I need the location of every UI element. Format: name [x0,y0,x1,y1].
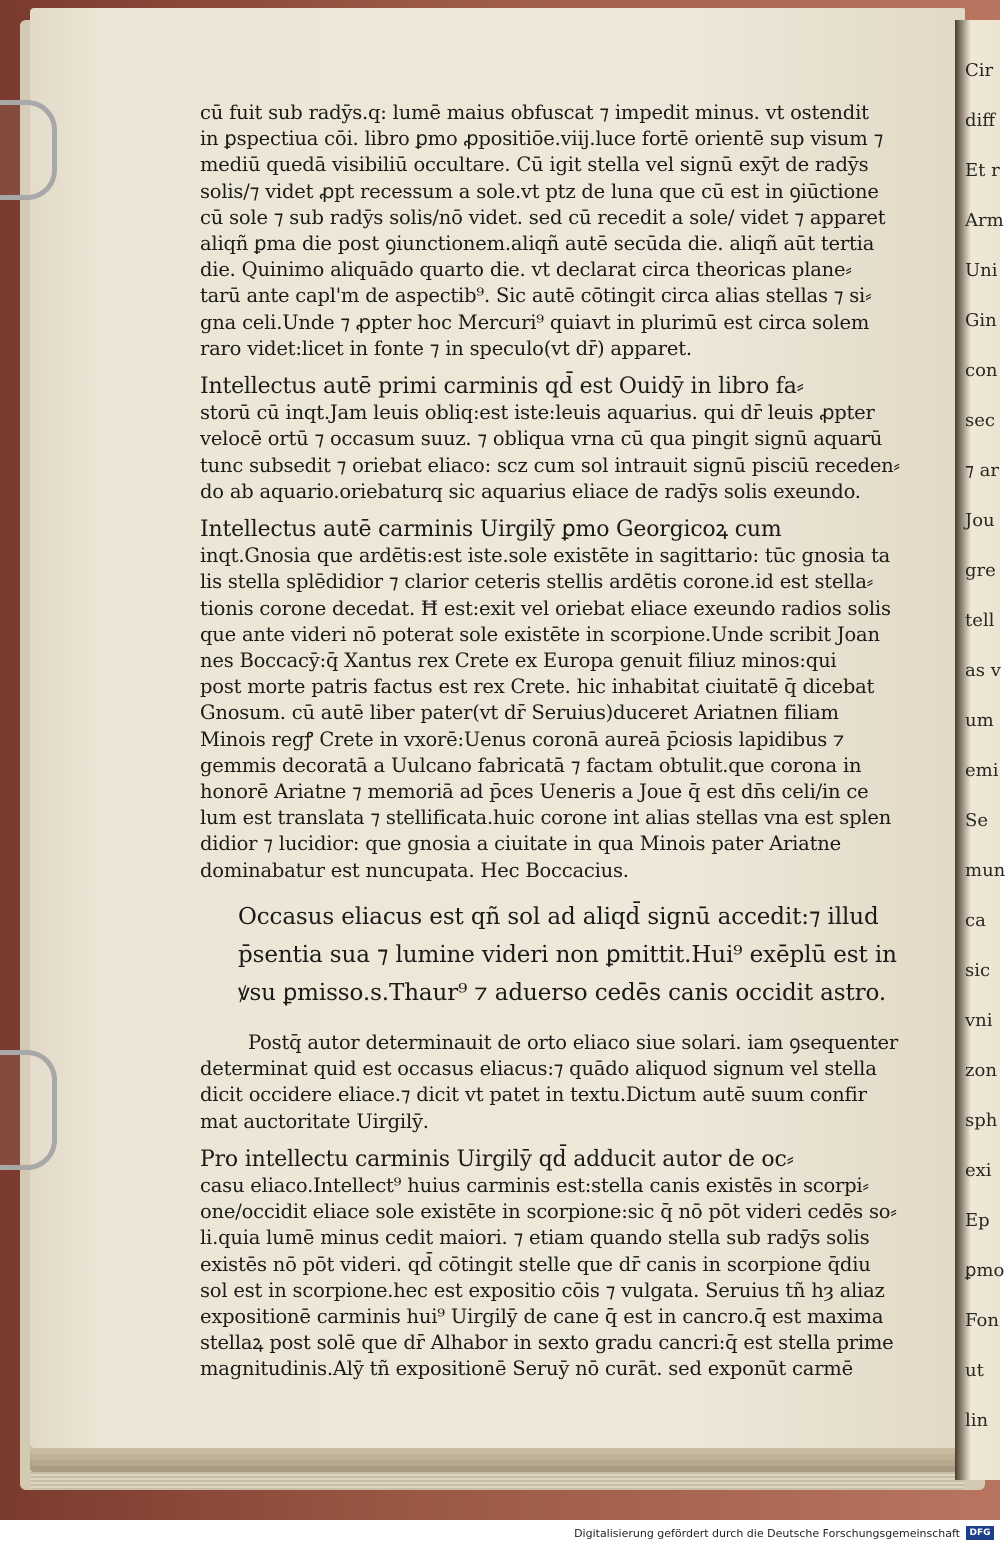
text-line: Minois regꝭ Crete in vxorē:Uenus coronā aureā p̄ciosis lapidibus ⁊ [200,727,845,751]
facing-page-fragment: Et r [965,160,1000,181]
facing-page-fragment: Ep [965,1210,990,1231]
paragraph [200,517,910,884]
text-line: li.quia lumē minus cedit maiori. ⁊ etiam quando stella sub radȳs solis [200,1226,870,1250]
text-line: expositionē carminis hui⁹ Uirgilȳ de cane q̄ est in cancro.q̄ est maxima [200,1304,884,1328]
facing-page-fragment: gre [965,560,996,581]
text-line: Intellectus autē primi carminis qd̄ est Ouidȳ in libro fa⸗ [200,374,804,400]
text-line: mat auctoritate Uirgilȳ. [200,1109,429,1133]
text-line: cū fuit sub radȳs.q: lumē maius obfuscat ⁊ impedit minus. vt ostendit [200,101,869,124]
text-line: storū cū inqt.Jam leuis obliq:est iste:leuis aquarius. qui dr̄ leuis ꝓpter [200,401,875,425]
paragraph [200,100,910,362]
text-line: determinat quid est occasus eliacus:⁊ quādo aliquod signum vel stella [200,1057,877,1081]
paragraph [200,1030,910,1135]
paragraph [200,374,910,505]
facing-page-fragment: Uni [965,260,998,281]
text-line: Pro intellectu carminis Uirgilȳ qd̄ adducit autor de oc⸗ [200,1146,794,1172]
text-line: p̄sentia sua ⁊ lumine videri non ꝑmittit.Hui⁹ exēplū est in [238,941,897,968]
paragraph-large [238,898,910,1012]
text-line: dicit occidere eliace.⁊ dicit vt patet in textu.Dictum autē suum confir [200,1083,867,1107]
facing-page-fragment: as v [965,660,1001,681]
footer [0,1524,1000,1543]
text-line: gna celi.Unde ⁊ ꝓpter hoc Mercuri⁹ quiavt in plurimū est circa solem [200,310,870,334]
text-line: Intellectus autē carminis Uirgilȳ ꝑmo Georgicoꝝ cum [200,517,782,543]
text-line: stellaꝝ post solē que dr̄ Alhabor in sexto gradu cancri:q̄ est stella prime [200,1331,894,1355]
facing-page-fragment: emi [965,760,999,781]
facing-page-fragment: Se [965,810,988,831]
facing-page-fragment: sec [965,410,995,431]
text-line: die. Quinimo aliquādo quarto die. vt declarat circa theoricas plane⸗ [200,258,852,282]
text-line: one/occidit eliace sole existēte in scorpione:sic q̄ nō pōt videri cedēs so⸗ [200,1200,897,1224]
facing-page-fragment: zon [965,1060,997,1081]
text-line: mediū quedā visibiliū occultare. Cū igit stella vel signū exȳt de radȳs [200,153,869,177]
text-line: didior ⁊ lucidior: que gnosia a ciuitate in qua Minois pater Ariatne [200,832,841,856]
facing-page-fragment: ⁊ ar [965,460,1000,481]
text-line: casu eliaco.Intellect⁹ huius carminis est:stella canis existēs in scorpi⸗ [200,1173,869,1197]
text-line: in ꝑspectiua cōi. libro ꝑmo ꝓpositiōe.viij.luce fortē orientē sup visum ⁊ [200,127,884,151]
text-line: tarū ante capl'm de aspectib⁹. Sic autē cōtingit circa alias stellas ⁊ si⸗ [200,284,872,308]
facing-page-fragment: sic [965,960,991,981]
facing-page-fragment: con [965,360,998,381]
facing-page-fragment: ca [965,910,986,931]
text-line: gemmis decoratā a Uulcano fabricatā ⁊ factam obtulit.que corona in [200,753,862,777]
footer-credit: Digitalisierung gefördert durch die Deutsche Forschungsgemeinschaft [574,1527,960,1540]
text-line: tunc subsedit ⁊ oriebat eliaco: scz cum sol intrauit signū pisciū receden⸗ [200,453,900,477]
text-line: lis stella splēdidior ⁊ clarior ceteris stellis ardētis corone.id est stella⸗ [200,570,874,594]
facing-page-fragment: ut [965,1360,984,1381]
facing-page-fragment: exi [965,1160,992,1181]
paper-clip-top [0,100,57,200]
text-line: do ab aquario.oriebaturq sic aquarius eliace de radȳs solis exeundo. [200,479,861,503]
text-line: Gnosum. cū autē liber pater(vt dr̄ Seruius)duceret Ariatnen filiam [200,701,839,725]
facing-page-fragment: Arm [965,210,1004,231]
text-line: que ante videri nō poterat sole existēte in scorpione.Unde scribit Joan [200,622,880,646]
paragraph [200,1147,910,1383]
text-line: post morte patris factus est rex Crete. hic inhabitat ciuitatē q̄ dicebat [200,675,875,699]
text-line: velocē ortū ⁊ occasum suuz. ⁊ obliqua vrna cū qua pingit signū aquarū [200,427,883,451]
facing-page [955,20,1005,1480]
text-line: raro videt:licet in fonte ⁊ in speculo(vt dr̄) apparet. [200,336,692,360]
text-line: aliqñ ꝑma die post ꝯiunctionem.aliqñ autē secūda die. aliqñ aūt tertia [200,232,875,256]
text-line: nes Boccacȳ:q̄ Xantus rex Crete ex Europa genuit filiuz minos:qui [200,649,837,673]
facing-page-fragment: lin [965,1410,989,1431]
facing-page-fragment: ꝑmo [965,1260,1005,1281]
text-line: solis/⁊ videt ꝓpt recessum a sole.vt ptz de luna que cū est in ꝯiūctione [200,179,879,203]
facing-page-fragment: mun [965,860,1005,881]
page-text [200,100,910,1395]
facing-page-fragment: um [965,710,994,731]
text-line: lum est translata ⁊ stellificata.huic corone int alias stellas vna est splen [200,806,892,830]
facing-page-fragment: sph [965,1110,998,1131]
text-line: tionis corone decedat. Ħ est:exit vel oriebat eliace exeundo radios solis [200,596,891,620]
paper-clip-bottom [0,1050,57,1170]
text-line: ꝟsu ꝑmisso.s.Thaur⁹ ⁊ aduerso cedēs canis occidit astro. [238,979,887,1006]
facing-page-fragment: vni [965,1010,993,1031]
facing-page-fragment: Jou [965,510,995,531]
facing-page-fragment: tell [965,610,995,631]
facing-page-fragment: Cir [965,60,994,81]
text-line: sol est in scorpione.hec est expositio cōis ⁊ vulgata. Seruius tñ hȝ aliaz [200,1278,885,1302]
text-line: magnitudinis.Alȳ tñ expositionē Seruȳ nō curāt. sed exponūt carmē [200,1357,853,1381]
facing-page-fragment: Gin [965,310,997,331]
text-line: Postq̄ autor determinauit de orto eliaco siue solari. iam ꝯsequenter [248,1030,898,1054]
text-line: dominabatur est nuncupata. Hec Boccacius. [200,858,629,882]
text-line: inqt.Gnosia que ardētis:est iste.sole existēte in sagittario: tūc gnosia ta [200,544,891,568]
text-line: existēs nō pōt videri. qd̄ cōtingit stelle que dr̄ canis in scorpione q̄diu [200,1252,871,1276]
facing-page-fragment: Fon [965,1310,999,1331]
text-line: honorē Ariatne ⁊ memoriā ad p̄ces Ueneris a Joue q̄ est dn̄s celi/in ce [200,780,869,804]
text-line: Occasus eliacus est qñ sol ad aliqd̄ signū accedit:⁊ illud [238,903,879,930]
facing-page-fragment: diff [965,110,996,131]
text-line: cū sole ⁊ sub radȳs solis/nō videt. sed cū recedit a sole/ videt ⁊ apparet [200,205,886,229]
dfg-logo: DFG [966,1526,994,1540]
